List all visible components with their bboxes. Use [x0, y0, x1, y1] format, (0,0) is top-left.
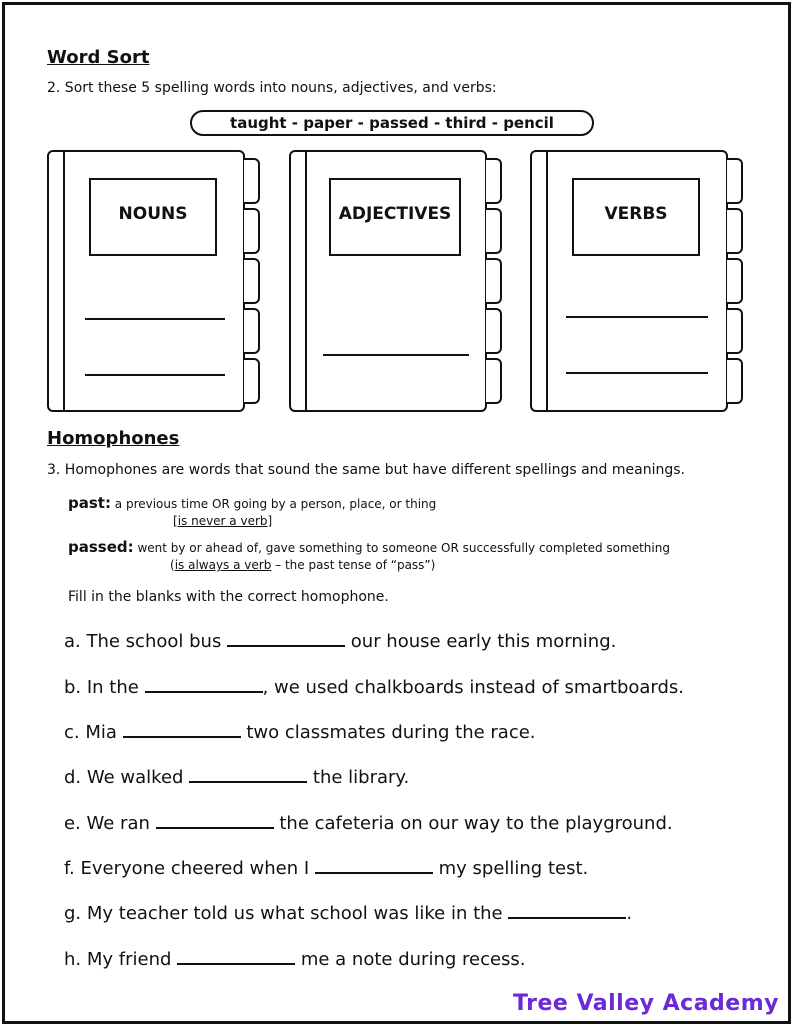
definition-text: a previous time OR going by a person, place, or thing: [110, 497, 437, 511]
question-text: the library.: [307, 767, 410, 788]
question-text: a. The school bus: [64, 631, 228, 652]
word-sort-instruction: 2. Sort these 5 spelling words into nouns, adjectives, and verbs:: [47, 80, 497, 96]
answer-blank[interactable]: [508, 903, 626, 919]
homophones-heading: Homophones: [47, 428, 180, 449]
definition-passed: [68, 538, 670, 556]
question-a: [64, 631, 616, 652]
question-f: [64, 858, 588, 879]
question-d: [64, 767, 409, 788]
answer-line[interactable]: [85, 318, 225, 320]
question-g: [64, 903, 632, 924]
note-past: [is never a verb]: [173, 514, 273, 528]
binder-label-nouns: NOUNS: [89, 178, 217, 256]
binder-label-verbs: VERBS: [572, 178, 700, 256]
question-text: our house early this morning.: [345, 631, 617, 652]
question-text: , we used chalkboards instead of smartboards.: [262, 677, 685, 698]
answer-line[interactable]: [85, 374, 225, 376]
answer-blank[interactable]: [145, 677, 263, 693]
question-text: .: [626, 903, 633, 924]
question-c: [64, 722, 536, 743]
question-text: g. My teacher told us what school was like in the: [64, 903, 509, 924]
question-text: b. In the: [64, 677, 145, 698]
question-text: the cafeteria on our way to the playground.: [273, 813, 673, 834]
question-text: two classmates during the race.: [240, 722, 536, 743]
homophones-instruction: 3. Homophones are words that sound the same but have different spellings and meanings.: [47, 462, 685, 478]
answer-line[interactable]: [323, 354, 469, 356]
note-text: is always a verb: [174, 558, 272, 572]
answer-blank[interactable]: [156, 813, 274, 829]
word-sort-heading: Word Sort: [47, 47, 150, 68]
answer-blank[interactable]: [177, 949, 295, 965]
answer-line[interactable]: [566, 372, 708, 374]
question-text: h. My friend: [64, 949, 178, 970]
term-passed: passed:: [68, 538, 134, 556]
question-text: e. We ran: [64, 813, 156, 834]
fill-instruction: Fill in the blanks with the correct homophone.: [68, 589, 389, 605]
question-text: f. Everyone cheered when I: [64, 858, 315, 879]
answer-line[interactable]: [566, 316, 708, 318]
definition-text: went by or ahead of, gave something to someone OR successfully completed something: [133, 541, 670, 555]
question-text: my spelling test.: [432, 858, 589, 879]
answer-blank[interactable]: [123, 722, 241, 738]
question-e: [64, 813, 673, 834]
answer-blank[interactable]: [189, 767, 307, 783]
note-passed: (is always a verb – the past tense of “pass”): [170, 558, 436, 572]
question-h: [64, 949, 526, 970]
brand-logo: Tree Valley Academy: [513, 991, 779, 1016]
question-text: me a note during recess.: [295, 949, 526, 970]
answer-blank[interactable]: [315, 858, 433, 874]
question-text: c. Mia: [64, 722, 123, 743]
question-text: d. We walked: [64, 767, 190, 788]
definition-past: [68, 494, 436, 512]
note-rest: – the past tense of “pass”): [271, 558, 436, 572]
binder-label-adjectives: ADJECTIVES: [329, 178, 461, 256]
word-bank: taught - paper - passed - third - pencil: [190, 110, 594, 136]
question-b: [64, 677, 684, 698]
answer-blank[interactable]: [227, 631, 345, 647]
term-past: past:: [68, 494, 111, 512]
note-text: is never a verb: [177, 514, 268, 528]
